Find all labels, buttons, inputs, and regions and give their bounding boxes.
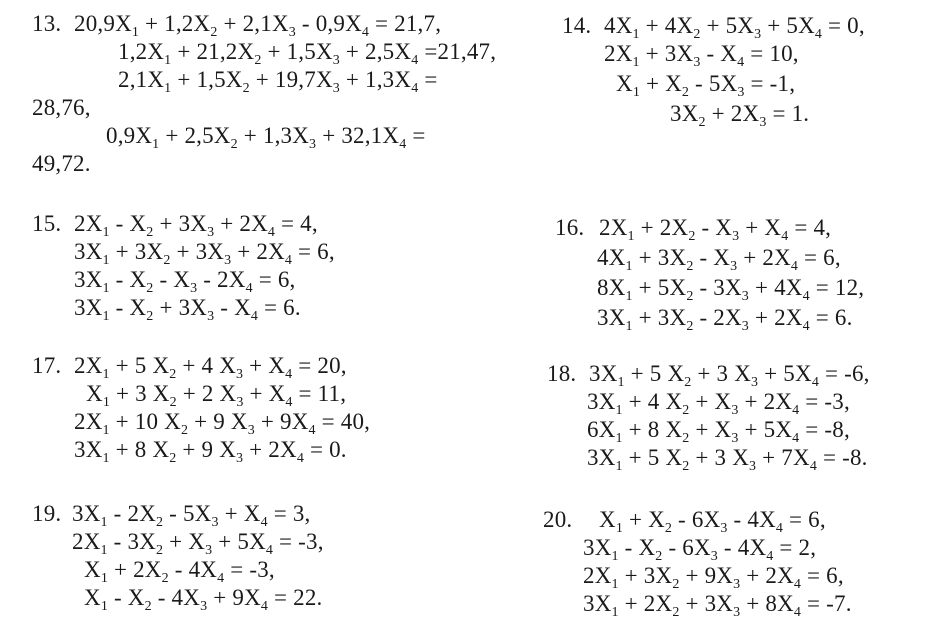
subscript-index: 2	[684, 375, 692, 390]
subscript-index: 4	[802, 319, 810, 334]
subscript-index: 3	[224, 253, 232, 268]
subscript-index: 3	[309, 137, 317, 152]
subscript-index: 4	[792, 431, 800, 446]
subscript-index: 3	[236, 395, 244, 410]
problem-number: 18.	[547, 361, 577, 386]
equation-line: 28,76,	[32, 95, 91, 120]
subscript-index: 2	[655, 549, 663, 564]
subscript-index: 3	[754, 27, 762, 42]
subscript-index: 1	[102, 367, 110, 382]
subscript-index: 3	[731, 403, 739, 418]
subscript-index: 1	[102, 225, 110, 240]
subscript-index: 2	[254, 53, 262, 68]
subscript-index: 1	[615, 459, 623, 474]
problem-number: 14.	[562, 13, 592, 38]
equation-line: $2X_1 - 3X_2 + X_3 + 5X_4 = -3$,	[72, 529, 324, 558]
equation-line: $6X_1 + 8$ $X_2 + X_3 + 5X_4 = -8$,	[587, 417, 850, 446]
subscript-index: 4	[260, 599, 269, 614]
subscript-index: 3	[751, 375, 759, 390]
subscript-index: 1	[102, 309, 110, 324]
equation-line: $X_1 + X_2 - 6X_3 - 4X_4 = 6$,	[599, 507, 826, 536]
equation-line: $20,9X_1 + 1,2X_2 + 2,1X_3 - 0,9X_4 = 21,7$,	[74, 11, 442, 40]
subscript-index: 4	[308, 423, 316, 438]
equation-line: $X_1 - X_2 - 4X_3 + 9X_4 = 22$.	[84, 585, 323, 614]
subscript-index: 4	[809, 459, 818, 474]
subscript-index: 4	[781, 229, 789, 244]
subscript-index: 1	[625, 289, 633, 304]
subscript-index: 2	[161, 571, 169, 586]
subscript-index: 2	[210, 25, 218, 40]
subscript-index: 4	[411, 81, 419, 96]
problem-number: 17.	[32, 353, 62, 378]
subscript-index: 1	[632, 55, 640, 70]
equation-line: $8X_1 + 5X_2 - 3X_3 + 4X_4 = 12$,	[597, 275, 865, 304]
equation-line: $3X_1 + 2X_2 + 3X_3 + 8X_4 = -7$.	[583, 591, 852, 620]
equation-line: $1,2X_1 + 21,2X_2 + 1,5X_3 + 2,5X_4 =21,47$,	[118, 39, 497, 68]
subscript-index: 2	[180, 423, 189, 438]
problem-number: 19.	[32, 501, 62, 526]
problem-number: 15.	[32, 211, 62, 236]
subscript-index: 1	[102, 423, 110, 438]
subscript-index: 2	[163, 253, 171, 268]
equation-line: $4X_1 + 4X_2 + 5X_3 + 5X_4 = 0$,	[604, 13, 865, 42]
equation-line: $3X_1 + 4$ $X_2 + X_3 + 2X_4 = -3$,	[587, 389, 850, 418]
equation-line: $3X_1 - X_2 + 3X_3 - X_4 = 6$.	[74, 295, 301, 324]
equation-line: $3X_1 - X_2 - X_3 - 2X_4 = 6$,	[74, 267, 296, 296]
subscript-index: 3	[207, 225, 215, 240]
equation-line: $4X_1 + 3X_2 - X_3 + 2X_4 = 6$,	[597, 245, 841, 274]
subscript-index: 4	[267, 225, 276, 240]
subscript-index: 4	[814, 27, 823, 42]
subscript-index: 2	[156, 515, 164, 530]
subscript-index: 2	[686, 319, 694, 334]
subscript-index: 3	[731, 431, 739, 446]
problem-number: 13.	[32, 11, 62, 36]
subscript-index: 2	[681, 85, 690, 100]
subscript-index: 4	[811, 375, 820, 390]
equation-line: $3X_1 + 3X_2 + 3X_3 + 2X_4 = 6$,	[74, 239, 335, 268]
subscript-index: 3	[190, 281, 198, 296]
subscript-index: 2	[664, 521, 673, 536]
subscript-index: 4	[245, 281, 253, 296]
subscript-index: 1	[611, 549, 619, 564]
subscript-index: 1	[100, 599, 109, 614]
subscript-index: 1	[617, 375, 625, 390]
subscript-index: 4	[250, 309, 259, 324]
subscript-index: 1	[632, 27, 640, 42]
subscript-index: 4	[411, 53, 419, 68]
equation-line: $3X_1 + 3X_2 - 2X_3 + 2X_4 = 6$.	[597, 305, 853, 334]
subscript-index: 2	[169, 451, 177, 466]
subscript-index: 1	[131, 25, 140, 40]
problem-number: 16.	[555, 215, 585, 240]
subscript-index: 2	[686, 259, 694, 274]
subscript-index: 4	[285, 395, 293, 410]
subscript-index: 4	[793, 605, 802, 620]
subscript-index: 2	[682, 431, 690, 446]
subscript-index: 3	[741, 289, 749, 304]
subscript-index: 4	[285, 367, 293, 382]
subscript-index: 1	[615, 403, 623, 418]
subscript-index: 4	[793, 577, 802, 592]
subscript-index: 3	[737, 85, 745, 100]
subscript-index: 2	[146, 225, 154, 240]
subscript-index: 3	[200, 599, 208, 614]
subscript-index: 3	[288, 25, 296, 40]
subscript-index: 1	[627, 229, 635, 244]
subscript-index: 2	[698, 115, 706, 130]
equation-line: $2X_1 - X_2 + 3X_3 + 2X_4 = 4$,	[74, 211, 318, 240]
equation-line: $3X_1 - X_2 - 6X_3 - 4X_4 = 2$,	[583, 535, 817, 564]
subscript-index: 2	[242, 81, 250, 96]
subscript-index: 1	[625, 319, 633, 334]
subscript-index: 3	[205, 543, 213, 558]
equation-line: 49,72.	[32, 151, 91, 176]
subscript-index: 4	[265, 543, 274, 558]
subscript-index: 2	[169, 367, 177, 382]
subscript-index: 2	[169, 395, 177, 410]
equation-line: $3X_1 + 5$ $X_2 + 3$ $X_3 + 7X_4 = -8$.	[587, 445, 868, 474]
subscript-index: 2	[156, 543, 164, 558]
subscript-index: 1	[611, 605, 619, 620]
subscript-index: 4	[802, 289, 810, 304]
subscript-index: 1	[164, 81, 172, 96]
equation-line: $0,9X_1 + 2,5X_2 + 1,3X_3 + 32,1X_4$ =	[106, 123, 426, 152]
subscript-index: 4	[790, 259, 799, 274]
subscript-index: 3	[211, 515, 219, 530]
subscript-index: 4	[296, 451, 305, 466]
subscript-index: 3	[733, 577, 741, 592]
equation-line: $3X_2 + 2X_3 = 1$.	[670, 101, 810, 130]
equation-line: $2X_1 + 3X_3 - X_4 = 10$,	[604, 41, 799, 70]
subscript-index: 3	[733, 605, 741, 620]
subscript-index: 4	[775, 521, 784, 536]
subscript-index: 2	[688, 229, 696, 244]
subscript-index: 1	[102, 451, 110, 466]
subscript-index: 1	[100, 571, 109, 586]
subscript-index: 2	[672, 577, 680, 592]
equation-line: $2,1X_1 + 1,5X_2 + 19,7X_3 + 1,3X_4$ =	[118, 67, 438, 96]
subscript-index: 3	[236, 451, 244, 466]
equation-line: $2X_1 + 10$ $X_2 + 9$ $X_3 + 9X_4 = 40$,	[74, 409, 371, 438]
subscript-index: 3	[730, 259, 738, 274]
subscript-index: 1	[102, 281, 110, 296]
subscript-index: 1	[611, 577, 619, 592]
equation-line: $2X_1 + 5$ $X_2 + 4$ $X_3 + X_4 = 20$,	[74, 353, 347, 382]
problem-number: 20.	[543, 507, 573, 532]
subscript-index: 4	[737, 55, 745, 70]
subscript-index: 3	[247, 423, 255, 438]
subscript-index: 4	[217, 571, 225, 586]
subscript-index: 3	[332, 81, 340, 96]
subscript-index: 2	[146, 281, 154, 296]
subscript-index: 1	[625, 259, 633, 274]
subscript-index: 4	[766, 549, 774, 564]
subscript-index: 4	[399, 137, 407, 152]
subscript-index: 2	[672, 605, 680, 620]
subscript-index: 4	[361, 25, 370, 40]
subscript-index: 3	[749, 459, 757, 474]
equation-line: $2X_1 + 3X_2 + 9X_3 + 2X_4 = 6$,	[583, 563, 844, 592]
subscript-index: 3	[710, 549, 718, 564]
subscript-index: 3	[720, 521, 728, 536]
equation-line: $X_1 + 3$ $X_2 + 2$ $X_3 + X_4 = 11$,	[86, 381, 347, 410]
subscript-index: 4	[284, 253, 293, 268]
subscript-index: 3	[741, 319, 749, 334]
subscript-index: 3	[236, 367, 244, 382]
subscript-index: 2	[693, 27, 701, 42]
subscript-index: 2	[682, 459, 690, 474]
subscript-index: 4	[260, 515, 268, 530]
subscript-index: 1	[100, 543, 108, 558]
subscript-index: 1	[164, 53, 172, 68]
subscript-index: 1	[632, 85, 641, 100]
subscript-index: 1	[615, 521, 624, 536]
subscript-index: 1	[615, 431, 623, 446]
subscript-index: 1	[152, 137, 160, 152]
subscript-index: 3	[693, 55, 701, 70]
equation-line: $2X_1 + 2X_2 - X_3 + X_4 = 4$,	[599, 215, 832, 244]
subscript-index: 4	[792, 403, 800, 418]
subscript-index: 1	[102, 395, 111, 410]
subscript-index: 3	[207, 309, 215, 324]
subscript-index: 2	[230, 137, 238, 152]
subscript-index: 2	[144, 599, 152, 614]
subscript-index: 1	[102, 253, 110, 268]
equation-line: $3X_1 + 8$ $X_2 + 9$ $X_3 + 2X_4 = 0$.	[74, 437, 347, 466]
subscript-index: 3	[332, 53, 340, 68]
equation-line: $X_1 + 2X_2 - 4X_4 = -3$,	[84, 557, 275, 586]
subscript-index: 2	[682, 403, 690, 418]
equation-line: $3X_1 - 2X_2 - 5X_3 + X_4 = 3$,	[72, 501, 311, 530]
equation-line: $3X_1 + 5$ $X_2 + 3$ $X_3 + 5X_4 = -6$,	[589, 361, 870, 390]
subscript-index: 3	[759, 115, 767, 130]
subscript-index: 3	[732, 229, 740, 244]
subscript-index: 2	[686, 289, 694, 304]
subscript-index: 2	[146, 309, 154, 324]
equation-line: $X_1 + X_2 - 5X_3 = -1$,	[616, 71, 796, 100]
subscript-index: 1	[100, 515, 108, 530]
